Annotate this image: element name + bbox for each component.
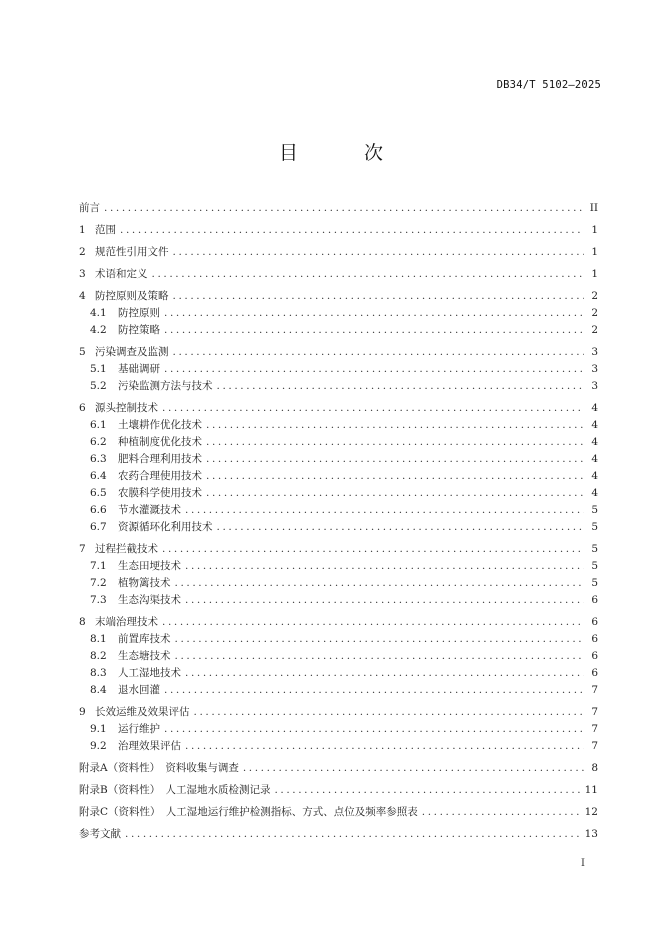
toc-dot-leader — [162, 614, 584, 630]
toc-dot-leader — [173, 288, 585, 304]
toc-entry[interactable] — [79, 804, 598, 820]
toc-entry-label: 术语和定义 — [95, 268, 148, 280]
toc-entry-page: 4 — [591, 487, 598, 499]
toc-entry-page: II — [589, 202, 598, 214]
toc-dot-leader — [274, 782, 580, 798]
toc-dot-leader — [173, 244, 585, 260]
toc-entry-number: 8.4 — [90, 684, 107, 696]
toc-entry-label: 植物篱技术 — [118, 577, 171, 589]
toc-entry-number: 6.5 — [90, 487, 107, 499]
toc-entry-page: 6 — [591, 633, 598, 645]
toc-entry-label: 长效运维及效果评估 — [95, 706, 190, 718]
toc-entry[interactable] — [79, 485, 598, 501]
toc-dot-leader — [152, 266, 585, 282]
toc-dot-leader — [104, 200, 584, 216]
toc-entry-page: 4 — [591, 453, 598, 465]
toc-entry-number: 4.1 — [90, 307, 107, 319]
toc-entry-page: 7 — [591, 684, 598, 696]
toc-entry-page: 3 — [591, 346, 598, 358]
toc-entry-page: 6 — [591, 650, 598, 662]
toc-entry-label: 种植制度优化技术 — [118, 436, 202, 448]
toc-entry[interactable] — [79, 417, 598, 433]
toc-dot-leader — [185, 592, 584, 608]
toc-entry-label: 前言 — [79, 202, 100, 214]
toc-dot-leader — [164, 322, 584, 338]
toc-entry-label: 肥料合理利用技术 — [118, 453, 202, 465]
toc-entry-label: 末端治理技术 — [95, 616, 158, 628]
toc-entry[interactable] — [79, 305, 598, 321]
toc-entry-label: 资源循环化利用技术 — [118, 521, 213, 533]
toc-entry-page: 6 — [591, 594, 598, 606]
toc-entry[interactable] — [79, 721, 598, 737]
toc-entry[interactable] — [79, 648, 598, 664]
toc-entry-label: 附录C（资料性） 人工湿地运行维护检测指标、方式、点位及频率参照表 — [79, 806, 418, 818]
toc-entry[interactable] — [79, 519, 598, 535]
toc-entry[interactable] — [79, 434, 598, 450]
toc-entry[interactable] — [79, 378, 598, 394]
toc-dot-leader — [164, 361, 584, 377]
toc-entry-page: 2 — [591, 290, 598, 302]
toc-entry-number: 6.3 — [90, 453, 107, 465]
toc-entry[interactable] — [79, 826, 598, 842]
toc-entry-page: 3 — [591, 363, 598, 375]
toc-entry-label: 人工湿地技术 — [118, 667, 181, 679]
toc-dot-leader — [162, 541, 584, 557]
toc-entry-label: 生态田埂技术 — [118, 560, 181, 572]
toc-entry-number: 2 — [79, 246, 86, 258]
toc-entry[interactable] — [79, 575, 598, 591]
toc-entry[interactable] — [79, 244, 598, 260]
toc-entry-page: 4 — [591, 402, 598, 414]
toc-entry-page: 1 — [591, 224, 598, 236]
toc-entry-number: 7.1 — [90, 560, 107, 572]
toc-dot-leader — [185, 558, 584, 574]
toc-entry-number: 5 — [79, 346, 86, 358]
toc-entry-page: 7 — [591, 740, 598, 752]
page-number: I — [581, 858, 585, 869]
toc-dot-leader — [243, 760, 584, 776]
toc-entry[interactable] — [79, 614, 598, 630]
toc-entry-label: 农药合理使用技术 — [118, 470, 202, 482]
toc-entry-number: 4.2 — [90, 324, 107, 336]
toc-entry-label: 基础调研 — [118, 363, 160, 375]
toc-entry-page: 7 — [591, 706, 598, 718]
toc-entry[interactable] — [79, 361, 598, 377]
toc-entry-page: 11 — [584, 784, 598, 796]
toc-dot-leader — [162, 400, 584, 416]
toc-entry[interactable] — [79, 288, 598, 304]
page-title: 目 次 — [278, 142, 414, 164]
toc-entry[interactable] — [79, 782, 598, 798]
toc-entry-number: 6 — [79, 402, 86, 414]
toc-entry-number: 5.2 — [90, 380, 107, 392]
toc-entry[interactable] — [79, 558, 598, 574]
toc-entry-page: 12 — [584, 806, 598, 818]
toc-entry[interactable] — [79, 592, 598, 608]
toc-entry-label: 防控原则及策略 — [95, 290, 169, 302]
toc-entry-number: 9.1 — [90, 723, 107, 735]
toc-entry[interactable] — [79, 631, 598, 647]
toc-entry-number: 6.7 — [90, 521, 107, 533]
toc-entry-page: 7 — [591, 723, 598, 735]
toc-entry-label: 土壤耕作优化技术 — [118, 419, 202, 431]
toc-entry-page: 5 — [591, 521, 598, 533]
toc-entry-label: 农膜科学使用技术 — [118, 487, 202, 499]
toc-entry-number: 6.4 — [90, 470, 107, 482]
toc-entry-page: 4 — [591, 470, 598, 482]
toc-entry-number: 8.1 — [90, 633, 107, 645]
toc-entry-page: 1 — [591, 246, 598, 258]
toc-entry-page: 13 — [584, 828, 598, 840]
toc-entry[interactable] — [79, 200, 598, 216]
toc-entry-label: 范围 — [95, 224, 116, 236]
toc-dot-leader — [185, 502, 584, 518]
toc-entry-label: 运行维护 — [118, 723, 160, 735]
toc-dot-leader — [125, 826, 581, 842]
toc-entry-label: 防控策略 — [118, 324, 160, 336]
toc-dot-leader — [185, 665, 584, 681]
toc-entry[interactable] — [79, 704, 598, 720]
toc-entry-label: 前置库技术 — [118, 633, 171, 645]
toc-dot-leader — [120, 222, 584, 238]
toc-entry-page: 8 — [591, 762, 598, 774]
toc-dot-leader — [175, 631, 585, 647]
toc-entry-label: 生态沟渠技术 — [118, 594, 181, 606]
toc-entry-number: 6.6 — [90, 504, 107, 516]
toc-entry-page: 2 — [591, 307, 598, 319]
toc-dot-leader — [185, 738, 584, 754]
toc-entry-number: 8 — [79, 616, 86, 628]
toc-entry[interactable] — [79, 502, 598, 518]
toc-entry-page: 1 — [591, 268, 598, 280]
toc-dot-leader — [206, 451, 584, 467]
toc-dot-leader — [217, 519, 585, 535]
toc-entry-label: 污染调查及监测 — [95, 346, 169, 358]
toc-entry[interactable] — [79, 266, 598, 282]
toc-entry-number: 9 — [79, 706, 86, 718]
toc-entry[interactable] — [79, 344, 598, 360]
toc-entry[interactable] — [79, 222, 598, 238]
toc-entry-label: 附录B（资料性） 人工湿地水质检测记录 — [79, 784, 271, 796]
toc-entry-page: 3 — [591, 380, 598, 392]
toc-dot-leader — [206, 417, 584, 433]
toc-entry[interactable] — [79, 451, 598, 467]
toc-entry-page: 4 — [591, 419, 598, 431]
toc-entry-label: 防控原则 — [118, 307, 160, 319]
toc-entry[interactable] — [79, 682, 598, 698]
toc-dot-leader — [164, 721, 584, 737]
toc-dot-leader — [164, 305, 584, 321]
toc-entry-label: 源头控制技术 — [95, 402, 158, 414]
toc-entry-label: 治理效果评估 — [118, 740, 181, 752]
toc-dot-leader — [217, 378, 585, 394]
toc-entry-number: 3 — [79, 268, 86, 280]
toc-entry-number: 1 — [79, 224, 86, 236]
toc-entry-number: 5.1 — [90, 363, 107, 375]
toc-entry-label: 附录A（资料性） 资料收集与调查 — [79, 762, 239, 774]
toc-entry[interactable] — [79, 738, 598, 754]
toc-entry-number: 9.2 — [90, 740, 107, 752]
toc-dot-leader — [173, 344, 585, 360]
toc-entry-label: 生态塘技术 — [118, 650, 171, 662]
toc-entry[interactable] — [79, 400, 598, 416]
toc-entry-label: 节水灌溉技术 — [118, 504, 181, 516]
toc-entry-number: 4 — [79, 290, 86, 302]
toc-entry-page: 5 — [591, 577, 598, 589]
toc-dot-leader — [175, 575, 585, 591]
toc-entry-page: 5 — [591, 543, 598, 555]
toc-entry-page: 5 — [591, 560, 598, 572]
toc-entry-label: 参考文献 — [79, 828, 121, 840]
toc-entry-page: 4 — [591, 436, 598, 448]
toc-dot-leader — [164, 682, 584, 698]
toc-entry[interactable] — [79, 468, 598, 484]
toc-dot-leader — [206, 434, 584, 450]
toc-entry-label: 退水回灌 — [118, 684, 160, 696]
toc-entry-label: 过程拦截技术 — [95, 543, 158, 555]
toc-entry-number: 6.2 — [90, 436, 107, 448]
toc-entry-page: 5 — [591, 504, 598, 516]
toc-entry[interactable] — [79, 322, 598, 338]
toc-entry-number: 7.2 — [90, 577, 107, 589]
toc-entry-label: 规范性引用文件 — [95, 246, 169, 258]
toc-dot-leader — [206, 485, 584, 501]
toc-dot-leader — [194, 704, 585, 720]
toc-entry[interactable] — [79, 760, 598, 776]
toc-entry-number: 7.3 — [90, 594, 107, 606]
toc-entry-label: 污染监测方法与技术 — [118, 380, 213, 392]
toc-entry[interactable] — [79, 665, 598, 681]
toc-entry[interactable] — [79, 541, 598, 557]
toc-entry-number: 7 — [79, 543, 86, 555]
toc-dot-leader — [422, 804, 581, 820]
toc-dot-leader — [175, 648, 585, 664]
toc-entry-number: 8.2 — [90, 650, 107, 662]
toc-entry-page: 2 — [591, 324, 598, 336]
toc-dot-leader — [206, 468, 584, 484]
toc-entry-number: 6.1 — [90, 419, 107, 431]
toc-entry-number: 8.3 — [90, 667, 107, 679]
toc-entry-page: 6 — [591, 667, 598, 679]
toc-entry-page: 6 — [591, 616, 598, 628]
document-code: DB34/T 5102—2025 — [496, 79, 601, 91]
